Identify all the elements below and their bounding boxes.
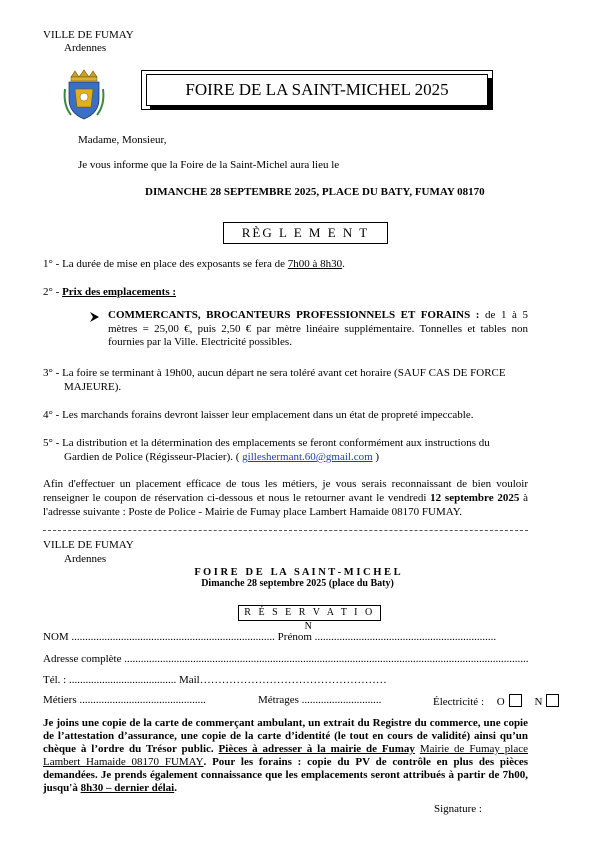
rule-text: - Les marchands forains devront laisser leur emplacement dans un état de propreté impeccable.: [52, 409, 474, 421]
rule-text: Gardien de Police (Régisseur-Placier). (: [64, 451, 243, 463]
cut-line: [43, 530, 528, 531]
documents-end: .: [174, 782, 177, 794]
police-email-link[interactable]: gilleshermant.60@gmail.com: [242, 451, 373, 463]
town-name: VILLE DE FUMAY: [43, 29, 134, 41]
reservation-heading: R É S E R V A T I O N: [238, 605, 381, 621]
electricity-option: [433, 694, 559, 708]
arrow-bullet-icon: [90, 312, 99, 325]
electricity-label: Électricité :: [433, 696, 484, 708]
price-category: COMMERCANTS, BROCANTEURS PROFESSIONNELS ET FORAINS :: [108, 309, 480, 321]
intro-text: Je vous informe que la Foire de la Saint-Michel aura lieu le: [78, 159, 340, 171]
yes-label: O: [496, 696, 505, 708]
closing-address: à l'adresse suivante : Poste de Police - Mairie de Fumay place Lambert Hamaide 08170 FUMAY.: [43, 492, 528, 518]
name-field[interactable]: NOM .......................................................................... Prénom ..................................................................: [43, 631, 497, 643]
rule-text: - La distribution et la détermination des emplacements se feront conformément aux instructions du: [52, 437, 490, 449]
prices-heading: Prix des emplacements :: [62, 286, 177, 298]
rule-3: [43, 367, 506, 379]
department-name: Ardennes: [64, 42, 107, 54]
coupon-town: VILLE DE FUMAY: [43, 539, 134, 551]
rule-5: [43, 437, 490, 449]
send-to-mairie: Pièces à adresser à la mairie de Fumay: [218, 743, 415, 755]
length-field[interactable]: Métrages .............................: [258, 694, 382, 706]
event-date-line: DIMANCHE 28 SEPTEMBRE 2025, PLACE DU BATY, FUMAY 08170: [145, 186, 485, 198]
rule-number: 1°: [43, 258, 53, 270]
electricity-yes-checkbox[interactable]: [509, 694, 522, 707]
phone-mail-field[interactable]: Tél. : ....................................... Mail……………………………………………: [43, 674, 387, 686]
address-field[interactable]: Adresse complète ...................................................................................................................................................: [43, 653, 529, 665]
coupon-subtitle: Dimanche 28 septembre 2025 (place du Baty): [201, 578, 394, 589]
documents-text-2: . Pour les forains : copie du PV de contrôle en plus des pièces demandées. Je prends également connaissance que les emplacements seront attribués à partir de 7h00, jusqu'à: [43, 756, 528, 794]
closing-text: Afin d'effectuer un placement efficace de tous les métiers, je vous serais reconnaissant de bien vouloir renseigner le coupon de réservation ci-dessous et nous le retourner avant le vendredi: [43, 478, 528, 504]
price-detail: [108, 309, 528, 350]
rule-dash: -: [52, 286, 63, 298]
rule-end: ): [372, 451, 380, 463]
electricity-no-checkbox[interactable]: [546, 694, 559, 707]
rule-number: 2°: [43, 286, 53, 298]
price-text: de 1 à 5 mètres = 25,00 €, puis 2,50 € par mètre linéaire supplémentaire. Tonnelles et tables non fournies par la Ville. Electricité possibles.: [108, 309, 528, 348]
coupon-department: Ardennes: [64, 553, 107, 565]
closing-paragraph: [43, 477, 528, 519]
rule-number: 5°: [43, 437, 53, 449]
coat-of-arms-icon: [63, 69, 105, 121]
rule-1: [43, 258, 345, 270]
no-label: N: [534, 696, 543, 708]
documents-text: Je joins une copie de la carte de commerçant ambulant, un extrait du Registre du commerce, une copie de l’attestation d’assurance, une copie de la carte d’identité (le tout en cours de validité) ainsi qu’un chèque à l’ordre du Trésor public.: [43, 717, 528, 755]
trades-field[interactable]: Métiers ..............................................: [43, 694, 206, 706]
rule-5-cont: [64, 451, 379, 463]
greeting: Madame, Monsieur,: [78, 134, 167, 146]
final-deadline: 8h30 – dernier délai: [80, 782, 175, 794]
rule-number: 3°: [43, 367, 53, 379]
rule-end: .: [342, 258, 345, 270]
deadline-date: 12 septembre 2025: [430, 492, 520, 504]
rule-4: [43, 409, 473, 421]
coupon-title: F O I R E D E L A S A I N T - M I C H E L: [194, 567, 401, 578]
mairie-address: Mairie de Fumay place Lambert Hamaide 08170 FUMAY: [43, 743, 528, 768]
rule-number: 4°: [43, 409, 53, 421]
rule-text: - La durée de mise en place des exposants se fera de: [52, 258, 288, 270]
reglement-heading: RÈG L E M E N T: [223, 222, 388, 244]
page-title: FOIRE DE LA SAINT-MICHEL 2025: [146, 74, 488, 106]
rule-3-cont: MAJEURE).: [64, 381, 122, 393]
signature-label: Signature :: [434, 803, 482, 815]
documents-paragraph: [43, 717, 528, 795]
setup-hours: 7h00 à 8h30: [287, 258, 343, 270]
rule-text: - La foire se terminant à 19h00, aucun départ ne sera toléré avant cet horaire (SAUF CAS DE FORCE: [52, 367, 506, 379]
rule-2: [43, 286, 176, 298]
